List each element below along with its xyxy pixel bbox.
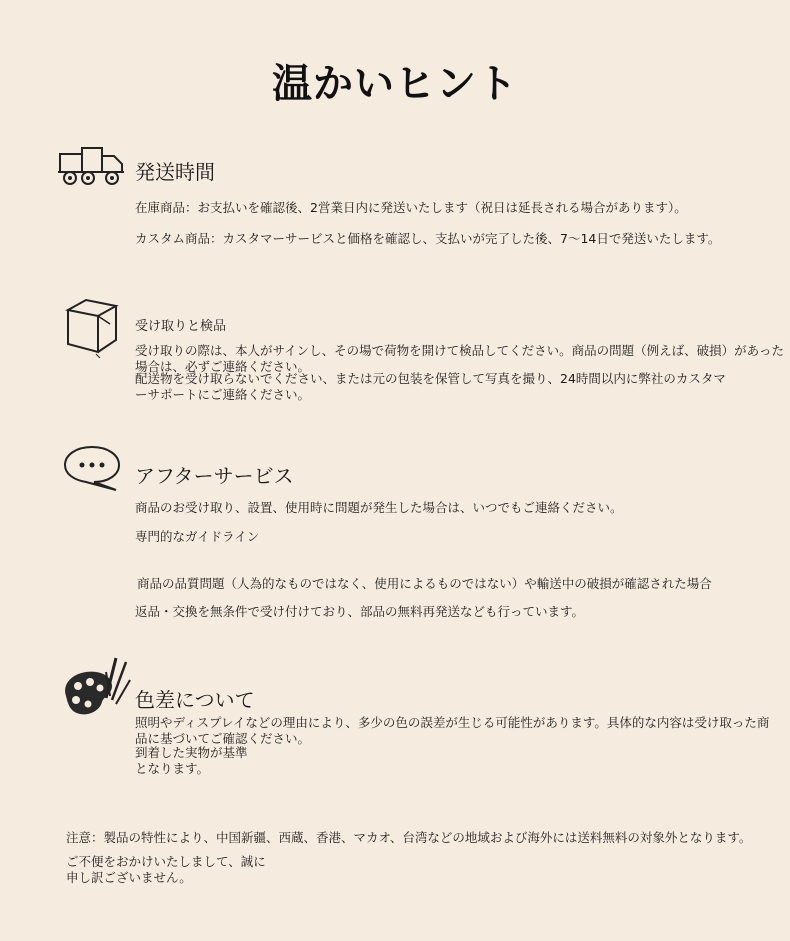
shipping-heading: 発送時間 — [135, 160, 215, 184]
shipping-custom-text: カスタム商品：カスタマーサービスと価格を確認し、支払いが完了した後、7〜14日で発送いたします。 — [135, 231, 721, 246]
shipping-stock-text: 在庫商品：お支払いを確認後、2営業日内に発送いたします（祝日は延長される場合があります）。 — [135, 200, 687, 215]
after-service-heading: アフターサービス — [135, 464, 294, 488]
inspection-refuse-text: 配送物を受け取らないでください、または元の包装を保管して写真を撮り、24時間以内に弊社のカスタマーサポートにご連絡ください。 — [135, 371, 726, 402]
truck-icon — [56, 144, 128, 188]
apology-text: ご不便をおかけいたしまして、誠に申し訳ございません。 — [66, 854, 266, 885]
palette-icon — [60, 652, 132, 720]
color-standard-text: 到着した実物が基準となります。 — [135, 745, 248, 776]
inspection-heading: 受け取りと検品 — [135, 319, 227, 334]
after-service-return-text: 返品・交換を無条件で受け付けており、部品の無料再発送なども行っています。 — [135, 604, 585, 619]
box-icon — [60, 296, 122, 358]
chat-bubble-icon — [62, 444, 122, 492]
notice-text: 注意：製品の特性により、中国新疆、西蔵、香港、マカオ、台湾などの地域および海外には送料無料の対象外となります。 — [66, 830, 752, 845]
after-service-contact-text: 商品のお受け取り、設置、使用時に問題が発生した場合は、いつでもご連絡ください。 — [135, 500, 623, 515]
after-service-quality-text: 商品の品質問題（人為的なものではなく、使用によるものではない）や輸送中の破損が確認された場合 — [137, 576, 712, 591]
color-heading: 色差について — [135, 688, 255, 712]
inspection-sign-text: 受け取りの際は、本人がサインし、その場で荷物を開けて検品してください。商品の問題（例えば、破損）があった場合は、必ずご連絡ください。 — [135, 343, 785, 374]
color-difference-text: 照明やディスプレイなどの理由により、多少の色の誤差が生じる可能性があります。具体的な内容は受け取った商品に基づいてご確認ください。 — [135, 715, 770, 746]
page-title: 温かいヒント — [272, 61, 518, 107]
after-service-guideline-text: 専門的なガイドライン — [135, 529, 260, 544]
